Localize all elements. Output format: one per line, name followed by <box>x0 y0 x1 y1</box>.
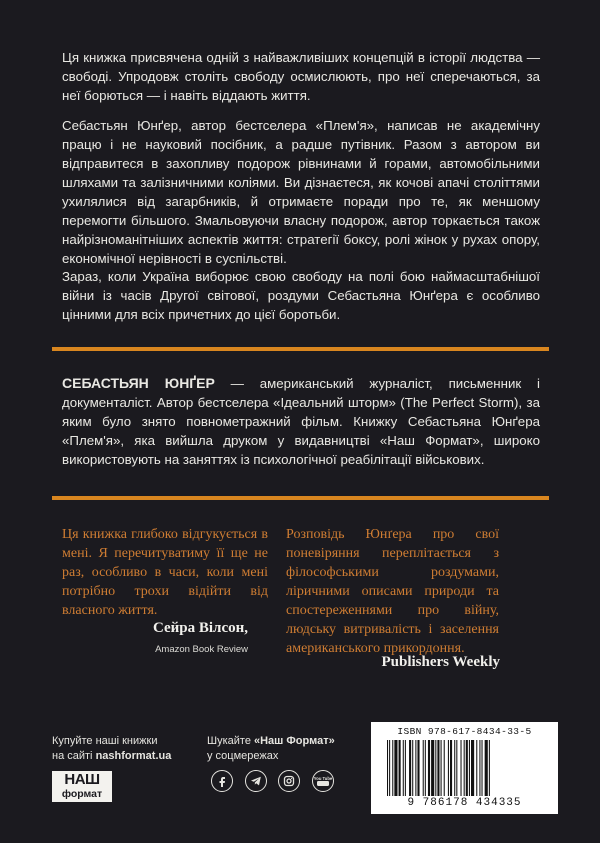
barcode-bar <box>441 740 442 796</box>
social-line-2: у соцмережах <box>207 750 279 762</box>
barcode-bar <box>444 740 445 796</box>
barcode-bar <box>403 740 404 796</box>
isbn-barcode <box>371 722 558 814</box>
divider-top <box>52 347 549 351</box>
youtube-label: You Tube <box>313 775 333 781</box>
barcode-bar <box>456 740 457 796</box>
barcode-number: 9 786178 434335 <box>407 797 522 809</box>
intro-paragraph-2: Себастьян Юнґер, автор бестселера «Плем'я», написав не академічну працю і не науковий посібник, а радше путівник. Разом з автором ви відправитеся в захопливу подорож рівнинами й горами, автомобільними шляхами та залізничними коліями. Ви дізнаєтеся, як кочові апачі століттями ухилялися від загарбників, й отримаєте поради про те, як меншому перемогти більшого. Змальовуючи власну подорож, автор торкається також найрізноманітніших аспектів життя: стратегії боксу, ролі жінок у рухах опору, економічної нерівності в суспільстві. <box>62 118 540 266</box>
quote-amazon-source: Amazon Book Review <box>155 644 248 655</box>
barcode-bar <box>412 740 413 796</box>
barcode-bar <box>409 740 411 796</box>
telegram-icon[interactable] <box>245 770 267 792</box>
social-brand: «Наш Формат» <box>254 735 335 747</box>
barcode-bar <box>425 740 426 796</box>
publisher-logo-bottom: формат <box>61 788 103 800</box>
barcode-bar <box>482 740 483 796</box>
youtube-icon[interactable] <box>312 770 334 792</box>
buy-line-2: на сайті nashformat.ua <box>52 750 172 762</box>
site-link[interactable]: nashformat.ua <box>95 750 172 762</box>
publisher-logo <box>52 771 112 802</box>
quote-amazon-author: Сейра Вілсон, <box>152 620 248 636</box>
barcode-bar <box>471 740 474 796</box>
barcode-bar <box>435 740 436 796</box>
barcode-bar <box>476 740 477 796</box>
barcode-bar <box>392 740 393 796</box>
instagram-icon[interactable] <box>278 770 300 792</box>
divider-bottom <box>52 496 549 500</box>
barcode-bar <box>387 740 388 796</box>
social-info <box>207 734 335 764</box>
author-name: СЕБАСТЬЯН ЮНҐЕР <box>62 375 215 391</box>
barcode-bar <box>479 740 480 796</box>
barcode-bar <box>405 740 406 796</box>
intro-paragraph-3: Зараз, коли Україна виборює свою свободу на полі бою наймасштабнішої війни із часів Другої світової, роздуми Себастьяна Юнґера є особливо цінними для всіх причетних до цієї боротьби. <box>62 269 540 322</box>
barcode-bar <box>437 740 439 796</box>
publisher-logo-top: НАШ <box>64 771 100 788</box>
barcode-bar <box>469 740 470 796</box>
barcode-bar <box>464 740 465 796</box>
buy-info <box>52 734 171 764</box>
barcode-bar <box>417 740 419 796</box>
barcode-bar <box>448 740 449 796</box>
author-bio-text: — американський журналіст, письменник і документаліст. Автор бестселера «Ідеальний шторм» (The Perfect Storm), за яким було знято повнометражний фільм. Книжку Себастьяна Юнґера «Плем'я», яка вийшла друком у видавництві «Наш Формат», широко використовують на заняттях із психологічної реабілітації військових. <box>62 376 541 467</box>
barcode-bar <box>454 740 455 796</box>
quote-amazon: Ця книжка глибоко відгукується в мені. Я перечитуватиму її ще не раз, особливо в часи, коли мені потрібно трохи відійти від власного життя. <box>62 527 268 618</box>
quote-publishers-weekly: Розповідь Юнґера про свої поневіряння переплітається з філософськими роздумами, ліричними описами природи та спостереженнями про війну, людську витривалість і заселення американського прикордоння. <box>286 527 499 656</box>
barcode-bar <box>450 740 452 796</box>
barcode-bar <box>461 740 462 796</box>
author-bio <box>62 374 540 469</box>
barcode-bar <box>389 740 390 796</box>
facebook-icon[interactable] <box>211 770 233 792</box>
buy-line-1: Купуйте наші книжки <box>52 735 158 747</box>
barcode-bar <box>489 740 490 796</box>
quote-publishers-weekly-author: Publishers Weekly <box>381 654 500 670</box>
barcode-bars <box>387 740 542 798</box>
barcode-bar <box>415 740 416 796</box>
barcode-bar <box>399 740 401 796</box>
barcode-bar <box>485 740 488 796</box>
barcode-bar <box>394 740 397 796</box>
barcode-bar <box>431 740 434 796</box>
barcode-bar <box>423 740 424 796</box>
isbn-label: ISBN 978-617-8434-33-5 <box>397 726 532 737</box>
barcode-bar <box>466 740 468 796</box>
intro-paragraph-1: Ця книжка присвячена одній з найважливіших концепцій в історії людства — свободі. Упродовж століть свободу осмислюють, про неї сперечаються, за неї борються — і навіть віддають життя. <box>62 50 540 103</box>
social-line-1: Шукайте «Наш Формат» <box>207 735 335 747</box>
barcode-bar <box>428 740 430 796</box>
